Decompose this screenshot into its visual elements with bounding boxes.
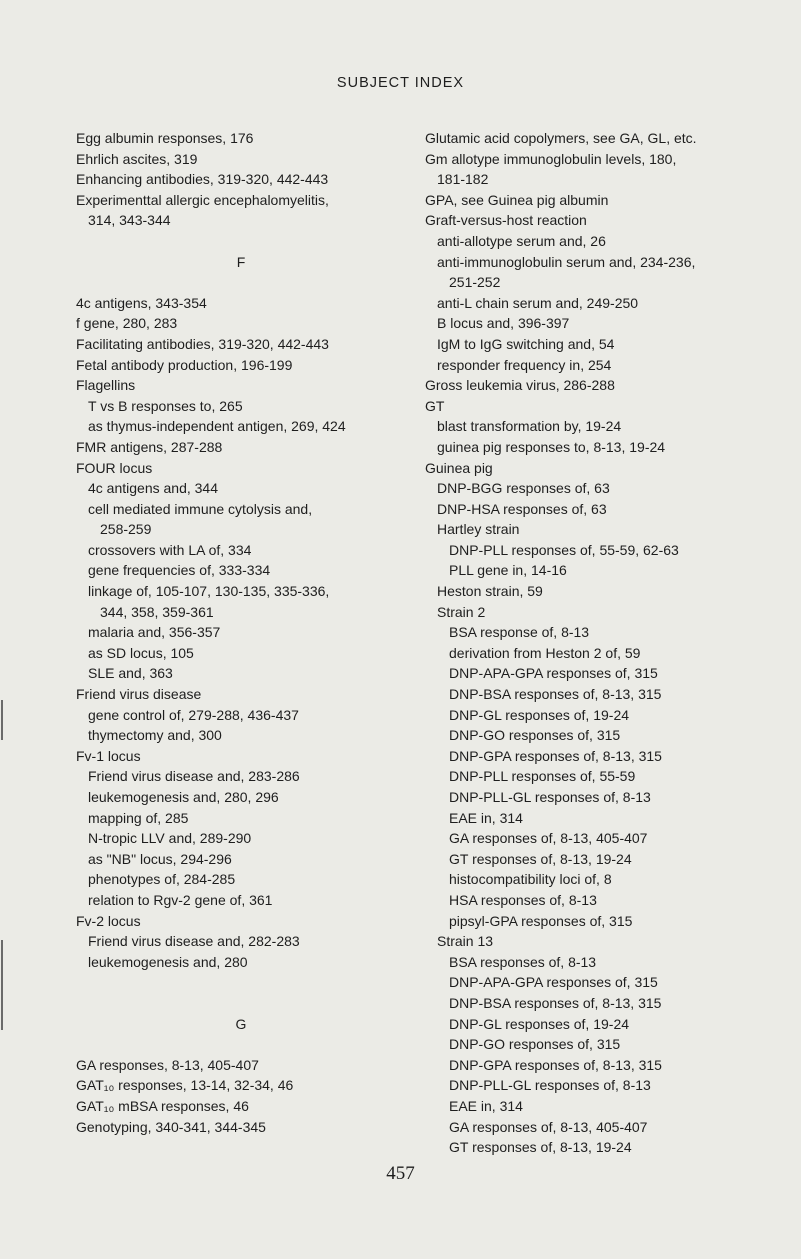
index-entry: FOUR locus (76, 459, 153, 476)
index-entry: Fetal antibody production, 196-199 (76, 356, 293, 373)
index-entry: crossovers with LA of, 334 (88, 541, 252, 558)
index-entry: Enhancing antibodies, 319-320, 442-443 (76, 171, 329, 188)
index-entry: DNP-GO responses of, 315 (449, 1036, 621, 1053)
index-entry: DNP-GL responses of, 19-24 (449, 1015, 630, 1032)
section-heading: G (235, 1015, 247, 1032)
index-entry: DNP-APA-GPA responses of, 315 (449, 974, 658, 991)
section-heading: F (236, 253, 246, 270)
index-entry: Fv-2 locus (76, 912, 141, 929)
index-entry: thymectomy and, 300 (88, 727, 222, 744)
index-entry: DNP-BGG responses of, 63 (437, 480, 610, 497)
index-entry: responder frequency in, 254 (437, 356, 612, 373)
spacer (76, 231, 406, 252)
index-entry: gene control of, 279-288, 436-437 (88, 706, 299, 723)
index-entry: DNP-PLL responses of, 55-59 (449, 768, 636, 785)
index-entry: gene frequencies of, 333-334 (88, 562, 271, 579)
index-entry: 4c antigens, 343-354 (76, 294, 207, 311)
index-entry: HSA responses of, 8-13 (449, 891, 597, 908)
index-entry: GA responses of, 8-13, 405-407 (449, 830, 648, 847)
index-entry: leukemogenesis and, 280 (88, 953, 248, 970)
index-entry: 181-182 (437, 171, 489, 188)
index-entry: Friend virus disease (76, 686, 202, 703)
spacer (76, 1034, 406, 1055)
index-entry: relation to Rgv-2 gene of, 361 (88, 891, 273, 908)
scan-edge-mark (1, 700, 3, 740)
index-entry: 251-252 (449, 274, 501, 291)
index-entry: Glutamic acid copolymers, see GA, GL, etc. (425, 130, 697, 146)
scan-edge-mark (1, 940, 3, 1030)
index-entry: Strain 13 (437, 933, 494, 950)
index-entry: blast transformation by, 19-24 (437, 418, 622, 435)
index-entry: anti-allotype serum and, 26 (437, 232, 606, 249)
index-entry: mapping of, 285 (88, 809, 189, 826)
index-entry: DNP-GPA responses of, 8-13, 315 (449, 747, 662, 764)
index-entry: Facilitating antibodies, 319-320, 442-443 (76, 335, 329, 352)
index-entry: cell mediated immune cytolysis and, (88, 500, 313, 517)
index-entry: SLE and, 363 (88, 665, 173, 682)
index-entry: f gene, 280, 283 (76, 315, 178, 332)
index-entry: DNP-BSA responses of, 8-13, 315 (449, 994, 662, 1011)
index-entry: as SD locus, 105 (88, 644, 194, 661)
index-entry: B locus and, 396-397 (437, 315, 570, 332)
index-entry: GPA, see Guinea pig albumin (425, 191, 609, 208)
index-entry: DNP-APA-GPA responses of, 315 (449, 665, 658, 682)
index-entry: GT responses of, 8-13, 19-24 (449, 1139, 632, 1156)
index-entry: DNP-GO responses of, 315 (449, 727, 621, 744)
index-entry: Experimenttal allergic encephalomyelitis, (76, 191, 329, 208)
index-entry: Heston strain, 59 (437, 583, 543, 600)
index-entry: DNP-PLL-GL responses of, 8-13 (449, 1077, 651, 1094)
index-entry: 314, 343-344 (88, 212, 171, 229)
index-entry: Flagellins (76, 377, 136, 394)
index-entry: DNP-HSA responses of, 63 (437, 500, 607, 517)
index-entry: 4c antigens and, 344 (88, 480, 218, 497)
index-entry: 258-259 (100, 521, 152, 538)
index-entry: Strain 2 (437, 603, 486, 620)
spacer (76, 972, 406, 993)
index-entry: BSA responses of, 8-13 (449, 953, 597, 970)
index-entry: 344, 358, 359-361 (100, 603, 214, 620)
page-title: SUBJECT INDEX (336, 75, 465, 91)
index-entry: IgM to IgG switching and, 54 (437, 335, 615, 352)
index-entry: Genotyping, 340-341, 344-345 (76, 1118, 266, 1135)
index-entry: N-tropic LLV and, 289-290 (88, 830, 252, 847)
index-entry: GAT₁₀ responses, 13-14, 32-34, 46 (76, 1077, 294, 1094)
index-entry: anti-immunoglobulin serum and, 234-236, (437, 253, 696, 270)
index-entry: GT responses of, 8-13, 19-24 (449, 850, 632, 867)
index-entry: as "NB" locus, 294-296 (88, 850, 232, 867)
index-entry: Gross leukemia virus, 286-288 (425, 377, 615, 394)
index-entry: Friend virus disease and, 283-286 (88, 768, 300, 785)
index-entry: EAE in, 314 (449, 1097, 523, 1114)
index-entry: Egg albumin responses, 176 (76, 130, 254, 146)
index-entry: PLL gene in, 14-16 (449, 562, 567, 579)
index-entry: T vs B responses to, 265 (88, 397, 243, 414)
index-entry: Friend virus disease and, 282-283 (88, 933, 300, 950)
left-index-column (76, 128, 406, 1137)
index-entry: histocompatibility loci of, 8 (449, 871, 612, 888)
index-entry: derivation from Heston 2 of, 59 (449, 644, 641, 661)
index-entry: DNP-GL responses of, 19-24 (449, 706, 630, 723)
index-entry: GT (425, 397, 445, 414)
index-entry: GAT₁₀ mBSA responses, 46 (76, 1097, 249, 1114)
index-entry: Graft-versus-host reaction (425, 212, 587, 229)
index-entry: Fv-1 locus (76, 747, 141, 764)
index-entry: FMR antigens, 287-288 (76, 438, 223, 455)
page-number: 457 (386, 1163, 415, 1184)
index-entry: DNP-PLL-GL responses of, 8-13 (449, 789, 651, 805)
index-entry: anti-L chain serum and, 249-250 (437, 294, 639, 311)
spacer (76, 993, 406, 1014)
index-entry: Hartley strain (437, 521, 520, 538)
index-entry: Gm allotype immunoglobulin levels, 180, (425, 150, 677, 167)
index-entry: DNP-PLL responses of, 55-59, 62-63 (449, 541, 679, 558)
index-entry: linkage of, 105-107, 130-135, 335-336, (88, 583, 330, 600)
index-entry: DNP-GPA responses of, 8-13, 315 (449, 1056, 662, 1073)
spacer (76, 272, 406, 293)
index-entry: as thymus-independent antigen, 269, 424 (88, 418, 346, 435)
index-entry: DNP-BSA responses of, 8-13, 315 (449, 686, 662, 703)
index-entry: pipsyl-GPA responses of, 315 (449, 912, 633, 929)
right-index-column (425, 128, 775, 1158)
index-entry: phenotypes of, 284-285 (88, 871, 236, 888)
index-entry: malaria and, 356-357 (88, 624, 221, 641)
index-entry: GA responses, 8-13, 405-407 (76, 1056, 259, 1073)
index-entry: EAE in, 314 (449, 809, 523, 826)
index-entry: Ehrlich ascites, 319 (76, 150, 198, 167)
index-entry: BSA response of, 8-13 (449, 624, 590, 641)
index-entry: Guinea pig (425, 459, 493, 476)
index-entry: guinea pig responses to, 8-13, 19-24 (437, 438, 666, 455)
index-entry: GA responses of, 8-13, 405-407 (449, 1118, 648, 1135)
index-entry: leukemogenesis and, 280, 296 (88, 789, 279, 805)
